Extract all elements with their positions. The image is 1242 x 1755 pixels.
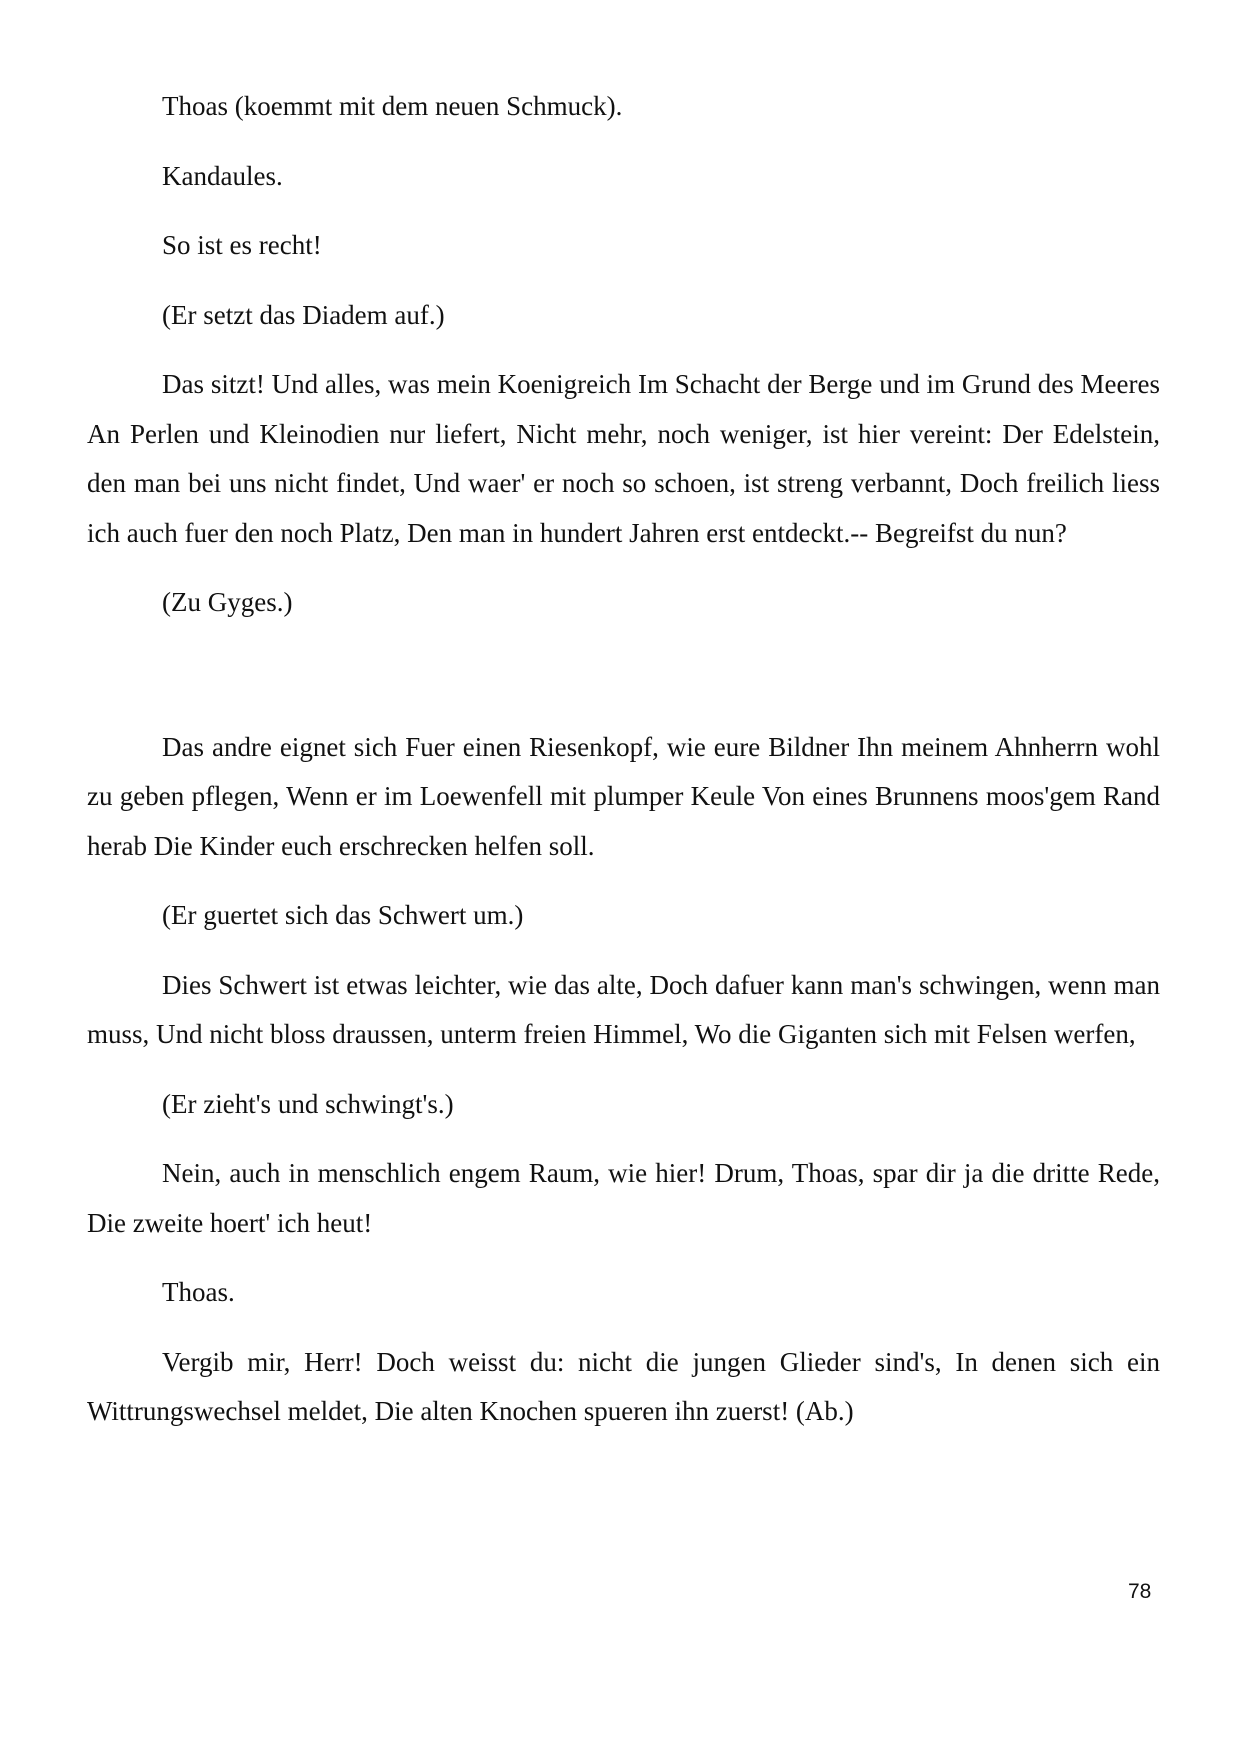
dialogue-paragraph: Dies Schwert ist etwas leichter, wie das alte, Doch dafuer kann man's schwingen, wenn man muss, Und nicht bloss draussen, unterm freien Himmel, Wo die Giganten sich mit Felsen werfen, — [87, 969, 1160, 1049]
page-number: 78 — [1128, 1580, 1152, 1603]
stage-direction: (Er setzt das Diadem auf.) — [162, 299, 445, 330]
stage-direction: (Er zieht's und schwingt's.) — [162, 1088, 454, 1119]
dialogue-paragraph: Nein, auch in menschlich engem Raum, wie hier! Drum, Thoas, spar dir ja die dritte Rede, Die zweite hoert' ich heut! — [87, 1158, 1160, 1238]
stage-direction: (Er guertet sich das Schwert um.) — [162, 900, 524, 930]
dialogue-paragraph: Vergib mir, Herr! Doch weisst du: nicht die jungen Glieder sind's, In denen sich ein Wittrungswechsel meldet, Die alten Knochen spueren ihn zuerst! (Ab.) — [87, 1346, 1160, 1426]
speaker-name: Thoas. — [162, 1277, 235, 1307]
speaker-name: Kandaules. — [162, 160, 283, 191]
paragraph-gap — [87, 648, 1160, 723]
page-body — [87, 82, 1160, 1457]
dialogue-paragraph: Das sitzt! Und alles, was mein Koenigreich Im Schacht der Berge und im Grund des Meeres An Perlen und Kleinodien nur liefert, Nicht mehr, noch weniger, ist hier vereint: Der Edelstein, den man bei uns nicht findet, Und waer' er noch so schoen, ist streng verbannt, Doch freilich liess ich auch fuer den noch Platz, Den man in hundert Jahren erst entdeckt.-- Begreifst du nun? — [87, 369, 1160, 548]
stage-direction: Thoas (koemmt mit dem neuen Schmuck). — [162, 91, 623, 121]
dialogue-paragraph: Das andre eignet sich Fuer einen Riesenkopf, wie eure Bildner Ihn meinem Ahnherrn wohl zu geben pflegen, Wenn er im Loewenfell mit plumper Keule Von eines Brunnens moos'gem Rand herab Die Kinder euch erschrecken helfen soll. — [87, 731, 1160, 861]
stage-direction: (Zu Gyges.) — [162, 587, 293, 617]
dialogue-paragraph: So ist es recht! — [162, 230, 322, 260]
